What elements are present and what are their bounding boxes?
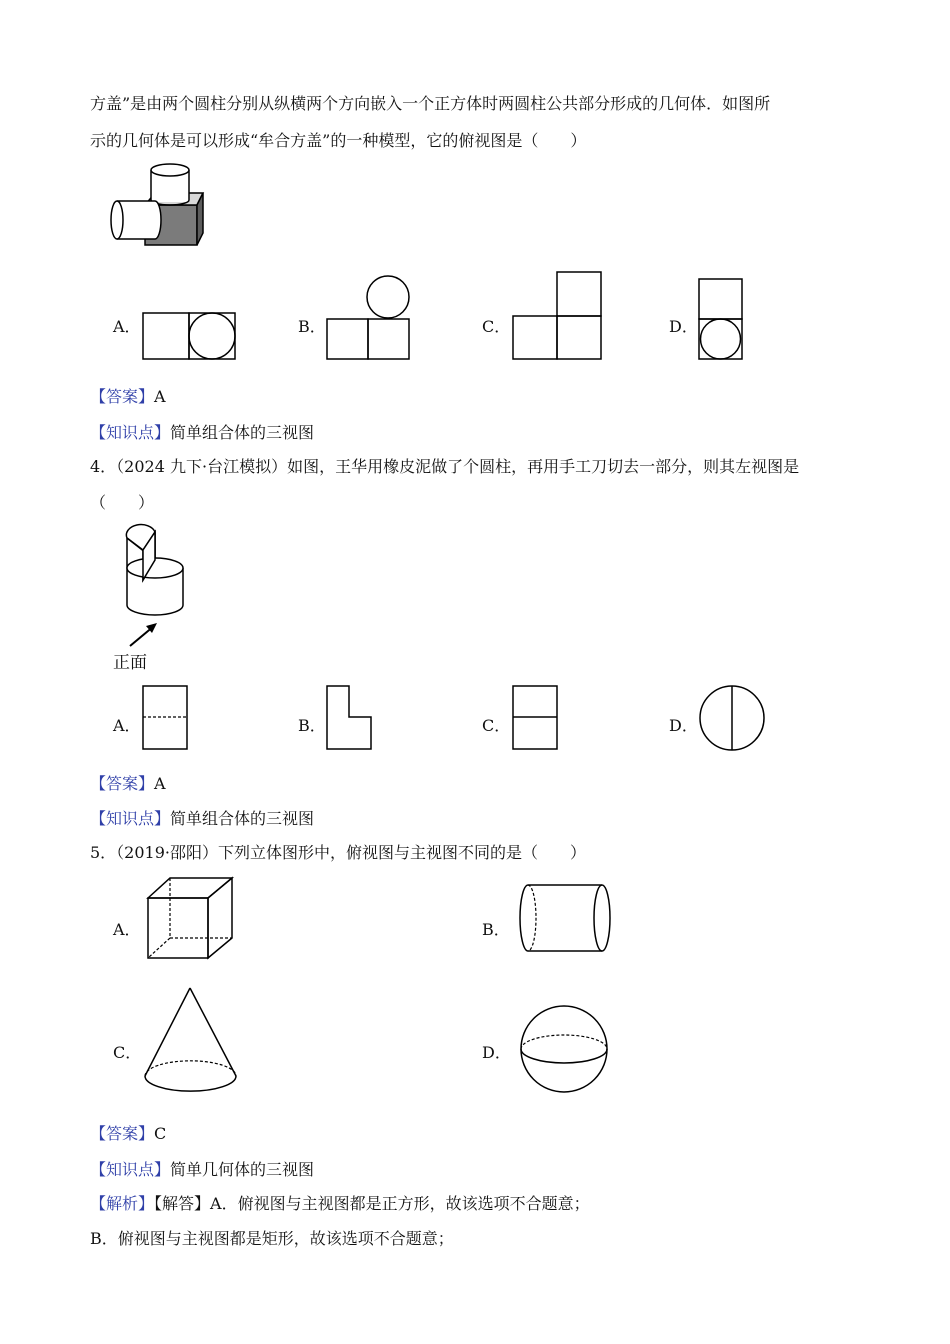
- q3-answer: A: [154, 387, 166, 406]
- q4-option-d-figure: [698, 685, 768, 755]
- q4-knowledge: 简单组合体的三视图: [170, 809, 315, 828]
- q5-analysis-line1: 【解答】A．俯视图与主视图都是正方形，故该选项不合题意；: [154, 1194, 590, 1213]
- q3-option-c-label: C．: [482, 317, 511, 336]
- q3-option-c-figure: [512, 271, 604, 363]
- q3-option-b-figure: [326, 276, 412, 362]
- q3-knowledge: 简单组合体的三视图: [170, 423, 315, 442]
- q4-option-c-figure: [512, 685, 560, 753]
- q5-option-d-label: D．: [482, 1043, 511, 1062]
- q5-analysis-line2: B．俯视图与主视图都是矩形，故该选项不合题意；: [90, 1229, 454, 1248]
- q5-knowledge-tag: 【知识点】: [90, 1160, 171, 1179]
- q4-option-b-figure: [326, 685, 374, 753]
- q3-option-d-label: D．: [669, 317, 698, 336]
- q5-option-c-figure: [140, 986, 244, 1096]
- q5-answer: C: [154, 1124, 167, 1143]
- q3-option-d-figure: [698, 278, 746, 364]
- q4-answer: A: [154, 774, 166, 793]
- q5-option-b-label: B．: [482, 920, 510, 939]
- q3-option-b-label: B．: [298, 317, 326, 336]
- q3-text-line2: 示的几何体是可以形成“牟合方盖”的一种模型，它的俯视图是（ ）: [90, 131, 587, 150]
- q5-answer-tag: 【答案】: [90, 1124, 155, 1143]
- q5-option-a-figure: [146, 876, 236, 966]
- q4-knowledge-tag: 【知识点】: [90, 809, 171, 828]
- q5-option-b-figure: [518, 882, 618, 957]
- q4-option-a-label: A．: [113, 716, 141, 735]
- q5-option-d-figure: [518, 1004, 612, 1098]
- q3-knowledge-tag: 【知识点】: [90, 423, 171, 442]
- q3-stem-figure: [105, 160, 205, 250]
- q4-option-c-label: C．: [482, 716, 511, 735]
- q4-option-a-figure: [142, 685, 190, 753]
- q3-option-a-label: A．: [113, 317, 141, 336]
- q4-text-line1: 4．（2024 九下·台江模拟）如图，王华用橡皮泥做了个圆柱，再用手工刀切去一部分，则其左视图是: [90, 457, 800, 476]
- q4-option-d-label: D．: [669, 716, 698, 735]
- q5-analysis-tag: 【解析】: [90, 1194, 155, 1213]
- q5-option-a-label: A．: [113, 920, 141, 939]
- q5-text-line1: 5．（2019·邵阳）下列立体图形中，俯视图与主视图不同的是（ ）: [90, 843, 586, 862]
- q4-text-line2: （ ）: [90, 493, 155, 512]
- q4-front-label: 正面: [113, 653, 147, 673]
- q5-knowledge: 简单几何体的三视图: [170, 1160, 315, 1179]
- q3-option-a-figure: [142, 312, 237, 362]
- q5-option-c-label: C．: [113, 1043, 142, 1062]
- q3-answer-tag: 【答案】: [90, 387, 155, 406]
- q3-text-line1: 方盖”是由两个圆柱分别从纵横两个方向嵌入一个正方体时两圆柱公共部分形成的几何体．如图所: [90, 94, 771, 113]
- q4-option-b-label: B．: [298, 716, 326, 735]
- q4-answer-tag: 【答案】: [90, 774, 155, 793]
